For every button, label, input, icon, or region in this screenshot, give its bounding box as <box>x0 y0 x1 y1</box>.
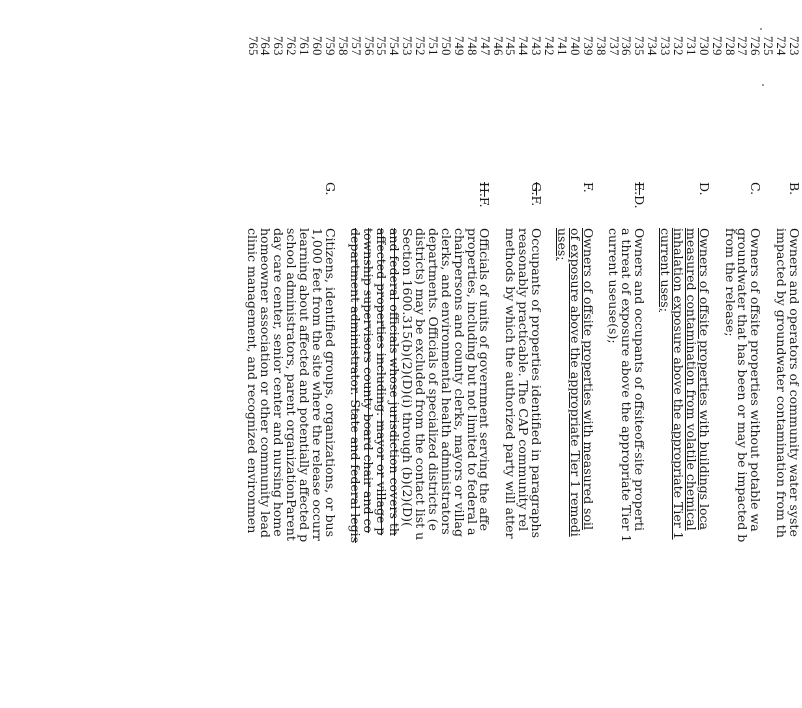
line-number: 726 <box>748 36 763 56</box>
text-line: and federal officials whose jurisdiction covers th <box>387 228 403 536</box>
line-number: 763 <box>271 36 286 56</box>
text-line: Owners and occupants of offsiteoff-site properti <box>632 228 648 531</box>
item-text <box>503 228 542 708</box>
text-line: township supervisors county board chair and co <box>361 228 377 534</box>
text-line: school administrators, parent organizationParent <box>283 228 299 541</box>
item-text <box>349 228 491 708</box>
text-line: properties, including but not limited to federal a <box>464 228 480 536</box>
text-line: Owners of offsite properties with buildings loca <box>696 228 712 530</box>
item-label: C. <box>748 182 764 196</box>
line-number: 731 <box>683 36 698 56</box>
line-number: 724 <box>774 36 789 56</box>
line-number: 725 <box>761 36 776 56</box>
line-number: 753 <box>400 36 415 56</box>
item-label: F. <box>580 182 596 193</box>
line-number: 750 <box>438 36 453 56</box>
line-number: 746 <box>490 36 505 56</box>
line-number: 728 <box>722 36 737 56</box>
text-line: impacted by groundwater contamination from th <box>774 228 790 538</box>
text-line: from the release; <box>722 228 738 337</box>
text-line: clinic management, and recognized environmen <box>245 228 261 534</box>
line-number: 745 <box>503 36 518 56</box>
line-number: 730 <box>696 36 711 56</box>
line-number: 737 <box>606 36 621 56</box>
text-line: methods by which the authorized party will atter <box>503 228 519 539</box>
scan-speck <box>760 28 762 30</box>
text-line: chairpersons and county clerks, mayors or villag <box>451 228 467 537</box>
line-number: 744 <box>516 36 531 56</box>
text-line: current useuse(s); <box>606 228 622 344</box>
line-number: 760 <box>310 36 325 56</box>
line-number: 740 <box>567 36 582 56</box>
item-text <box>658 228 710 708</box>
line-number: 735 <box>632 36 647 56</box>
line-number: 733 <box>658 36 673 56</box>
text-line: Occupants of properties identified in paragraphs <box>529 228 544 539</box>
line-number: 736 <box>619 36 634 56</box>
text-line: reasonably practicable. The CAP community rel <box>516 228 532 532</box>
line-number: 742 <box>542 36 557 56</box>
line-number: 734 <box>645 36 660 56</box>
text-line: learning about affected and potentially affected p <box>296 228 312 543</box>
line-number: 738 <box>593 36 608 56</box>
item-label: E.D. <box>632 182 648 209</box>
item-label: H.F. <box>477 182 493 208</box>
text-line: Owners of offsite properties without potable wa <box>748 228 764 532</box>
item-text <box>555 228 594 708</box>
line-number: 743 <box>529 36 544 56</box>
line-number: 748 <box>464 36 479 56</box>
line-number-column <box>246 36 800 56</box>
line-number: 729 <box>709 36 724 56</box>
text-line: 1,000 feet from the site where the release occurr <box>309 228 325 541</box>
line-number: 732 <box>670 36 685 56</box>
line-number: 741 <box>554 36 569 56</box>
item-label: B. <box>787 182 802 196</box>
text-line: Officials of units of government serving the affe <box>477 228 493 532</box>
text-line: inhalation exposure above the appropriate Tier 1 <box>670 228 686 540</box>
line-number: 727 <box>735 36 750 56</box>
text-line: groundwater that has been or may be impacted b <box>735 228 751 543</box>
line-number: 751 <box>426 36 441 56</box>
item-text <box>245 228 338 708</box>
text-line: Owners and operators of community water syste <box>787 228 802 537</box>
item-text <box>723 228 762 708</box>
text-line: Citizens, identified groups, organizations, or bus <box>322 228 338 538</box>
text-line: current uses; <box>658 228 674 312</box>
text-line: Section 1600.315(b)(2)(D)(i) through (b)(2)(D)( <box>400 228 416 527</box>
text-line: day care center, senior center and nursing home <box>271 228 287 537</box>
line-number: 764 <box>258 36 273 56</box>
line-number: 723 <box>787 36 801 56</box>
line-number: 754 <box>387 36 402 56</box>
text-line: homeowner association or other community lead <box>258 228 274 538</box>
text-line: measured contamination from volatile chemical <box>683 228 699 531</box>
line-number: 758 <box>335 36 350 56</box>
text-line: departments. Officials of specialized districts (e <box>425 228 441 531</box>
text-line: a threat of exposure above the appropriate Tier 1 <box>619 228 635 543</box>
line-number: 757 <box>348 36 363 56</box>
line-number: 747 <box>477 36 492 56</box>
text-line: districts) may be excluded from the contact list u <box>412 228 428 541</box>
text-line: affected properties including: mayor or village p <box>374 228 390 536</box>
text-line: clerks, and environmental health administrators <box>438 228 454 535</box>
line-number: 765 <box>245 36 260 56</box>
line-number: 756 <box>361 36 376 56</box>
item-text <box>774 228 800 708</box>
line-number: 755 <box>374 36 389 56</box>
line-number: 761 <box>297 36 312 56</box>
line-number: 739 <box>580 36 595 56</box>
line-number: 762 <box>284 36 299 56</box>
item-label: D. <box>696 182 712 196</box>
scan-speck <box>762 84 764 86</box>
item-label: G. <box>322 182 338 196</box>
line-number: 759 <box>322 36 337 56</box>
text-line: uses; <box>554 228 570 261</box>
item-text <box>607 228 646 708</box>
text-line: department administrator. State and federal legis <box>348 228 364 544</box>
line-number: 749 <box>451 36 466 56</box>
line-number: 752 <box>413 36 428 56</box>
text-line: of exposure above the appropriate Tier 1 remedi <box>567 228 583 537</box>
text-line: Owners of offsite properties with measured soil <box>580 228 596 530</box>
item-label: G.F. <box>529 182 544 207</box>
